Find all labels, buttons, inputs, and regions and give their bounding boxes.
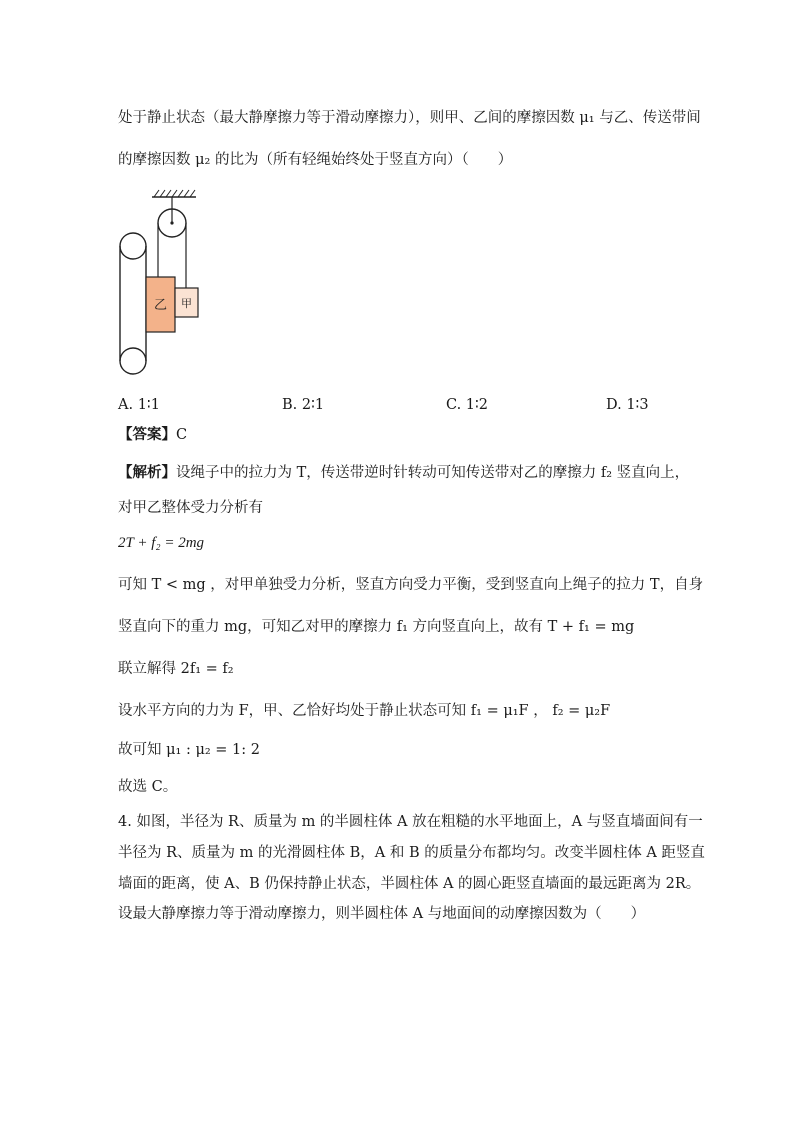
question3-text-line2: 的摩擦因数 μ₂ 的比为（所有轻绳始终处于竖直方向）（ ） [118,152,513,168]
analysis-line4: 竖直向下的重力 mg，可知乙对甲的摩擦力 f₁ 方向竖直向上，故有 T + f₁ = mg [118,619,635,635]
pulley-axle [170,221,173,224]
option-a: A. 1∶1 [118,397,160,413]
option-c: C. 1∶2 [446,397,489,413]
ceiling-hatching [154,190,195,197]
belt-top-roller [120,233,146,259]
question3-text-line1: 处于静止状态（最大静摩擦力等于滑动摩擦力），则甲、乙间的摩擦因数 μ₁ 与乙、传送带间 [118,110,701,126]
analysis-line5: 联立解得 2f₁ = f₂ [118,661,234,677]
option-d: D. 1∶3 [606,397,649,413]
block-yi-label: 乙 [153,298,168,313]
analysis-line3: 可知 T < mg ，对甲单独受力分析，竖直方向受力平衡，受到竖直向上绳子的拉力 T，自身 [118,577,704,593]
analysis-line7: 故可知 μ₁ : μ₂ = 1: 2 [118,742,260,758]
analysis-equation1: 2T + f₂ = 2mg [118,535,205,551]
analysis-line2: 对甲乙整体受力分析有 [118,500,263,516]
analysis-tag: 【解析】 [118,464,176,481]
question4-line3: 墙面的距离，使 A、B 仍保持静止状态，半圆柱体 A 的圆心距竖直墙面的最远距离为 2R。 [118,876,701,892]
option-b: B. 2∶1 [282,397,325,413]
question4-line2: 半径为 R、质量为 m 的光滑圆柱体 B，A 和 B 的质量分布都均匀。改变半圆柱体 A 距竖直 [118,845,705,861]
answer-line [118,425,187,445]
question4-line1: 4. 如图，半径为 R、质量为 m 的半圆柱体 A 放在粗糙的水平地面上，A 与竖直墙面间有一 [118,814,703,830]
answer-value: C [176,427,188,443]
answer-tag: 【答案】 [118,426,176,443]
analysis-line8: 故选 C。 [118,779,178,795]
analysis-text1: 设绳子中的拉力为 T，传送带逆时针转动可知传送带对乙的摩擦力 f₂ 竖直向上， [176,465,690,481]
analysis-line1 [118,463,689,483]
analysis-line6: 设水平方向的力为 F，甲、乙恰好均处于静止状态可知 f₁ = μ₁F ， f₂ = μ₂F [118,703,611,719]
conveyor-pulley-figure [116,185,226,385]
question4-line4: 设最大静摩擦力等于滑动摩擦力，则半圆柱体 A 与地面间的动摩擦因数为（ ） [118,906,646,922]
belt-bottom-roller [120,348,146,374]
block-jia-label: 甲 [181,297,192,310]
